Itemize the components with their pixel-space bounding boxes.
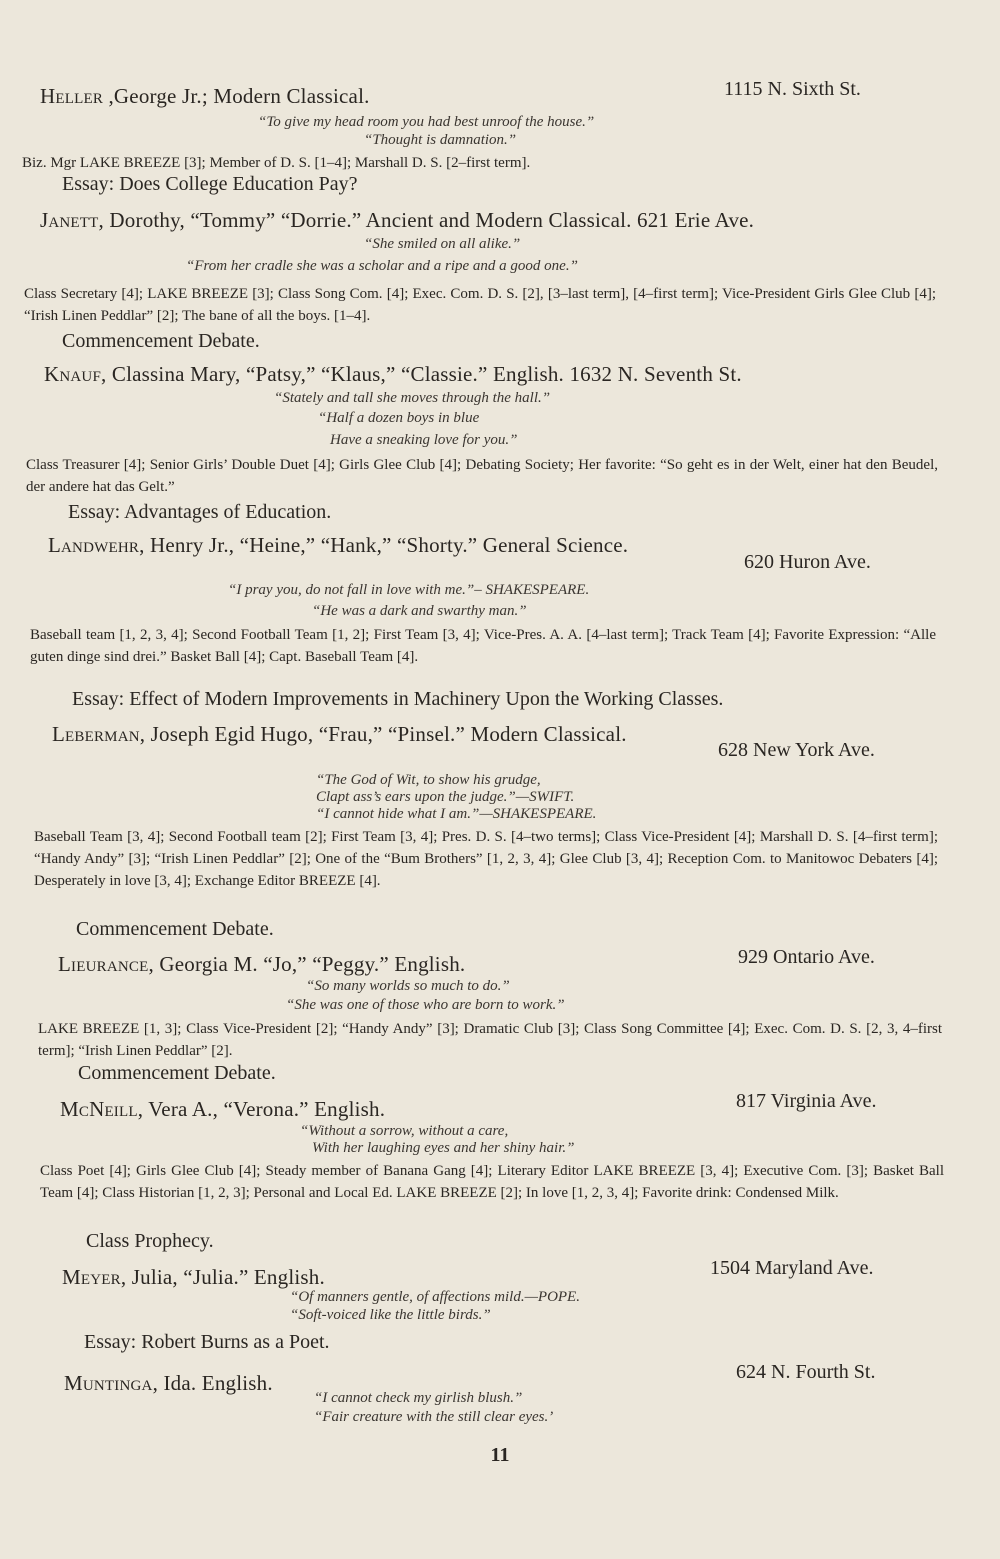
quote-line: “Thought is damnation.” [364, 132, 517, 148]
student-name [62, 1265, 325, 1290]
student-name [52, 722, 627, 747]
name-rest: , Joseph Egid Hugo, “Frau,” “Pinsel.” Modern Classical. [139, 722, 627, 746]
quote-line: “I cannot hide what I am.”—SHAKESPEARE. [316, 806, 597, 822]
student-name [48, 533, 628, 558]
activities: Baseball team [1, 2, 3, 4]; Second Football Team [1, 2]; First Team [3, 4]; Vice-Pres. A. A. [4–last term]; Track Team [4]; Favorite Expression: “Alle guten dinge sind drei.” Basket Ball [4]; Capt. Baseball Team [4]. [30, 627, 936, 665]
name-rest: , Dorothy, “Tommy” “Dorrie.” Ancient and Modern Classical. 621 Erie Ave. [98, 208, 755, 232]
surname: Janett [40, 208, 99, 232]
activities: LAKE BREEZE [1, 3]; Class Vice-President [2]; “Handy Andy” [3]; Dramatic Club [3]; Class Song Committee [4]; Exec. Com. D. S. [2, 3, 4–first term]; “Irish Linen Peddlar” [2]. [38, 1021, 942, 1059]
essay: Commencement Debate. [78, 1062, 276, 1084]
quote-line: “Fair creature with the still clear eyes.’ [314, 1409, 554, 1425]
address: 620 Huron Ave. [744, 551, 871, 573]
student-name [64, 1371, 273, 1396]
name-rest: , Henry Jr., “Heine,” “Hank,” “Shorty.” General Science. [139, 533, 629, 557]
quote-line: “She was one of those who are born to work.” [286, 997, 565, 1013]
essay: Essay: Advantages of Education. [68, 501, 332, 523]
quote-line: “So many worlds so much to do.” [306, 978, 510, 994]
quote-line: “He was a dark and swarthy man.” [312, 603, 527, 619]
page-number: 11 [490, 1444, 510, 1466]
name-rest: , Julia, “Julia.” English. [120, 1265, 325, 1289]
quote-line: Clapt ass’s ears upon the judge.”—SWIFT. [316, 789, 575, 805]
quote-line: “Stately and tall she moves through the hall.” [274, 390, 551, 406]
name-rest: , Ida. English. [152, 1371, 273, 1395]
surname: McNeill [60, 1097, 138, 1121]
quote-line: “Of manners gentle, of affections mild.—POPE. [290, 1289, 580, 1305]
essay: Essay: Effect of Modern Improvements in Machinery Upon the Working Classes. [72, 688, 724, 710]
student-name [58, 952, 465, 977]
surname: Leberman [52, 722, 140, 746]
essay: Commencement Debate. [62, 330, 260, 352]
quote-line: With her laughing eyes and her shiny hair.” [312, 1140, 575, 1156]
student-name [60, 1097, 385, 1122]
name-rest: , Vera A., “Verona.” English. [137, 1097, 386, 1121]
activities: Class Secretary [4]; LAKE BREEZE [3]; Class Song Com. [4]; Exec. Com. D. S. [2], [3–last term], [4–first term]; Vice-President Girls Glee Club [4]; “Irish Linen Peddlar” [2]; The bane of all the boys. [1–4]. [24, 286, 936, 324]
quote-line: “From her cradle she was a scholar and a ripe and a good one.” [186, 258, 578, 274]
quote-line: “Half a dozen boys in blue [318, 410, 480, 426]
essay: Commencement Debate. [76, 918, 274, 940]
address: 624 N. Fourth St. [736, 1361, 876, 1383]
surname: Lieurance [58, 952, 149, 976]
surname: Knauf [44, 362, 102, 386]
name-rest: , Georgia M. “Jo,” “Peggy.” English. [148, 952, 466, 976]
address: 817 Virginia Ave. [736, 1090, 877, 1112]
quote-line: “I pray you, do not fall in love with me.”– SHAKESPEARE. [228, 582, 590, 598]
quote-line: “I cannot check my girlish blush.” [314, 1390, 523, 1406]
quote-line: “Without a sorrow, without a care, [300, 1123, 509, 1139]
surname: Meyer [62, 1265, 121, 1289]
quote-line: “Soft-voiced like the little birds.” [290, 1307, 491, 1323]
surname: Landwehr [48, 533, 140, 557]
essay: Class Prophecy. [86, 1230, 214, 1252]
activities: Class Poet [4]; Girls Glee Club [4]; Steady member of Banana Gang [4]; Literary Editor LAKE BREEZE [3, 4]; Executive Com. [3]; Basket Ball Team [4]; Class Historian [1, 2, 3]; Personal and Local Ed. LAKE BREEZE [2]; In love [1, 2, 3, 4]; Favorite drink: Condensed Milk. [40, 1163, 944, 1201]
essay: Essay: Does College Education Pay? [62, 173, 358, 195]
student-name [40, 208, 754, 233]
quote-line: “The God of Wit, to show his grudge, [316, 772, 541, 788]
quote-line: “She smiled on all alike.” [364, 236, 521, 252]
address: 929 Ontario Ave. [738, 946, 875, 968]
student-name [40, 84, 370, 109]
surname: Heller [40, 84, 104, 108]
address: 1504 Maryland Ave. [710, 1257, 874, 1279]
address: 1115 N. Sixth St. [724, 78, 861, 100]
address: 628 New York Ave. [718, 739, 875, 761]
name-rest: , Classina Mary, “Patsy,” “Klaus,” “Classie.” English. 1632 N. Seventh St. [101, 362, 742, 386]
quote-line: Have a sneaking love for you.” [330, 432, 518, 448]
surname: Muntinga [64, 1371, 153, 1395]
name-rest: ,George Jr.; Modern Classical. [103, 84, 370, 108]
student-name [44, 362, 742, 387]
activities: Biz. Mgr LAKE BREEZE [3]; Member of D. S. [1–4]; Marshall D. S. [2–first term]. [22, 155, 531, 171]
quote-line: “To give my head room you had best unroof the house.” [258, 114, 595, 130]
activities: Class Treasurer [4]; Senior Girls’ Double Duet [4]; Girls Glee Club [4]; Debating Society; Her favorite: “So geht es in der Welt, einer hat den Beudel, der andere hat das Gelt.” [26, 457, 938, 495]
activities: Baseball Team [3, 4]; Second Football team [2]; First Team [3, 4]; Pres. D. S. [4–two terms]; Class Vice-President [4]; Marshall D. S. [4–first term]; “Handy Andy” [3]; “Irish Linen Peddlar” [2]; One of the “Bum Brothers” [1, 2, 3, 4]; Glee Club [3, 4]; Reception Com. to Manitowoc Debaters [4]; Desperately in love [3, 4]; Exchange Editor BREEZE [4]. [34, 829, 938, 889]
essay: Essay: Robert Burns as a Poet. [84, 1331, 330, 1353]
